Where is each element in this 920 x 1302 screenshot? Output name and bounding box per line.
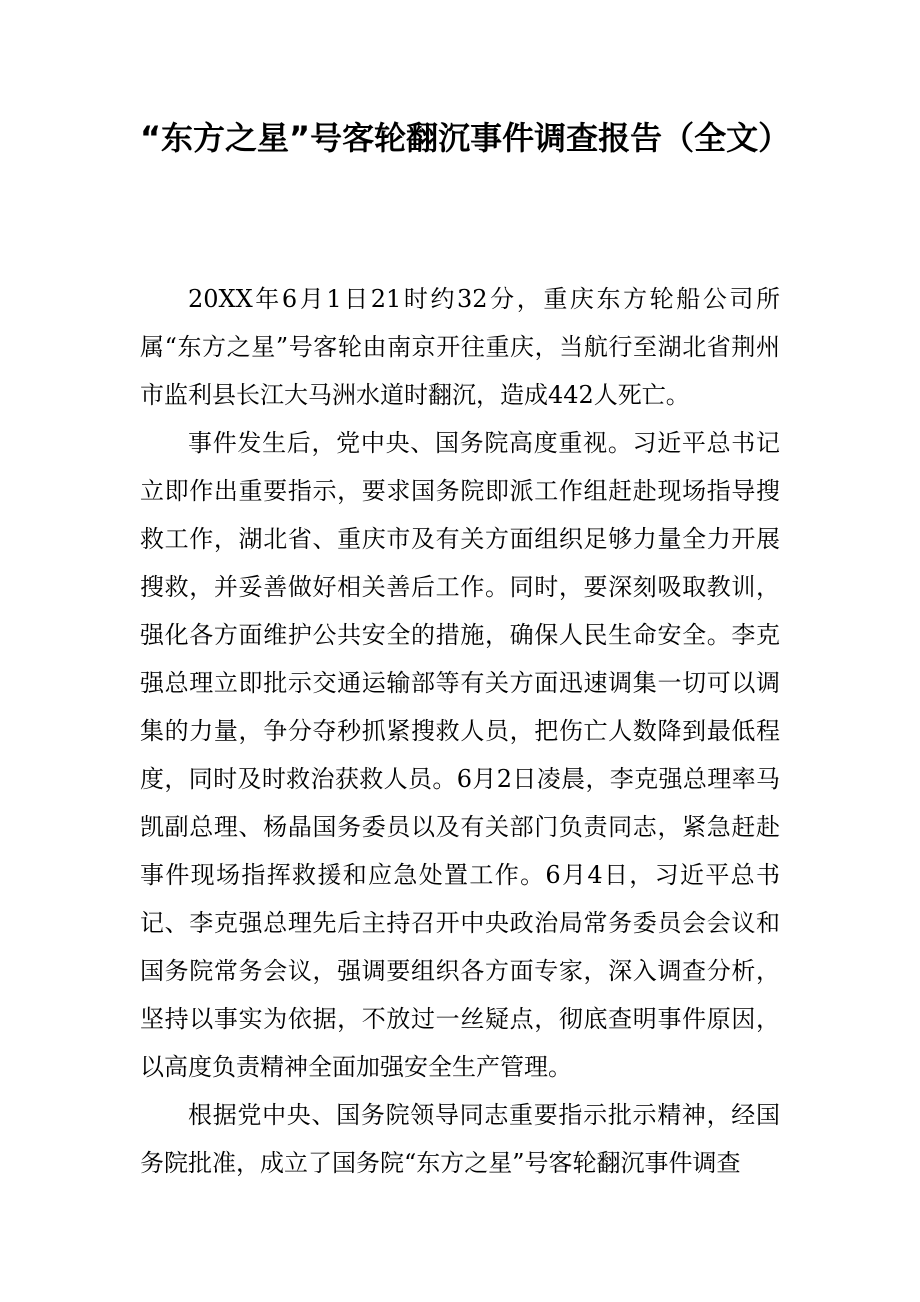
paragraph-3: 根据党中央、国务院领导同志重要指示批示精神，经国务院批准，成立了国务院“东方之星”号客轮翻沉事件调查 (140, 1101, 780, 1177)
paragraph-2: 事件发生后，党中央、国务院高度重视。习近平总书记立即作出重要指示，要求国务院即派工作组赶赴现场指导搜救工作，湖北省、重庆市及有关方面组织足够力量全力开展搜救，并妥善做好相关善后工作。同时，要深刻吸取教训，强化各方面维护公共安全的措施，确保人民生命安全。李克强总理立即批示交通运输部等有关方面迅速调集一切可以调集的力量，争分夺秒抓紧搜救人员，把伤亡人数降到最低程度，同时及时救治获救人员。6月2日凌晨，李克强总理率马凯副总理、杨晶国务委员以及有关部门负责同志，紧急赶赴事件现场指挥救援和应急处置工作。6月4日，习近平总书记、李克强总理先后主持召开中央政治局常务委员会会议和国务院常务会议，强调要组织各方面专家，深入调查分析，坚持以事实为依据，不放过一丝疑点，彻底查明事件原因，以高度负责精神全面加强安全生产管理。 (140, 429, 780, 1081)
document-title: “东方之星”号客轮翻沉事件调查报告（全文） (140, 119, 791, 157)
paragraph-1: 20XX年6月1日21时约32分，重庆东方轮船公司所属“东方之星”号客轮由南京开往重庆，当航行至湖北省荆州市监利县长江大马洲水道时翻沉，造成442人死亡。 (140, 285, 780, 409)
document-body (140, 275, 780, 1187)
